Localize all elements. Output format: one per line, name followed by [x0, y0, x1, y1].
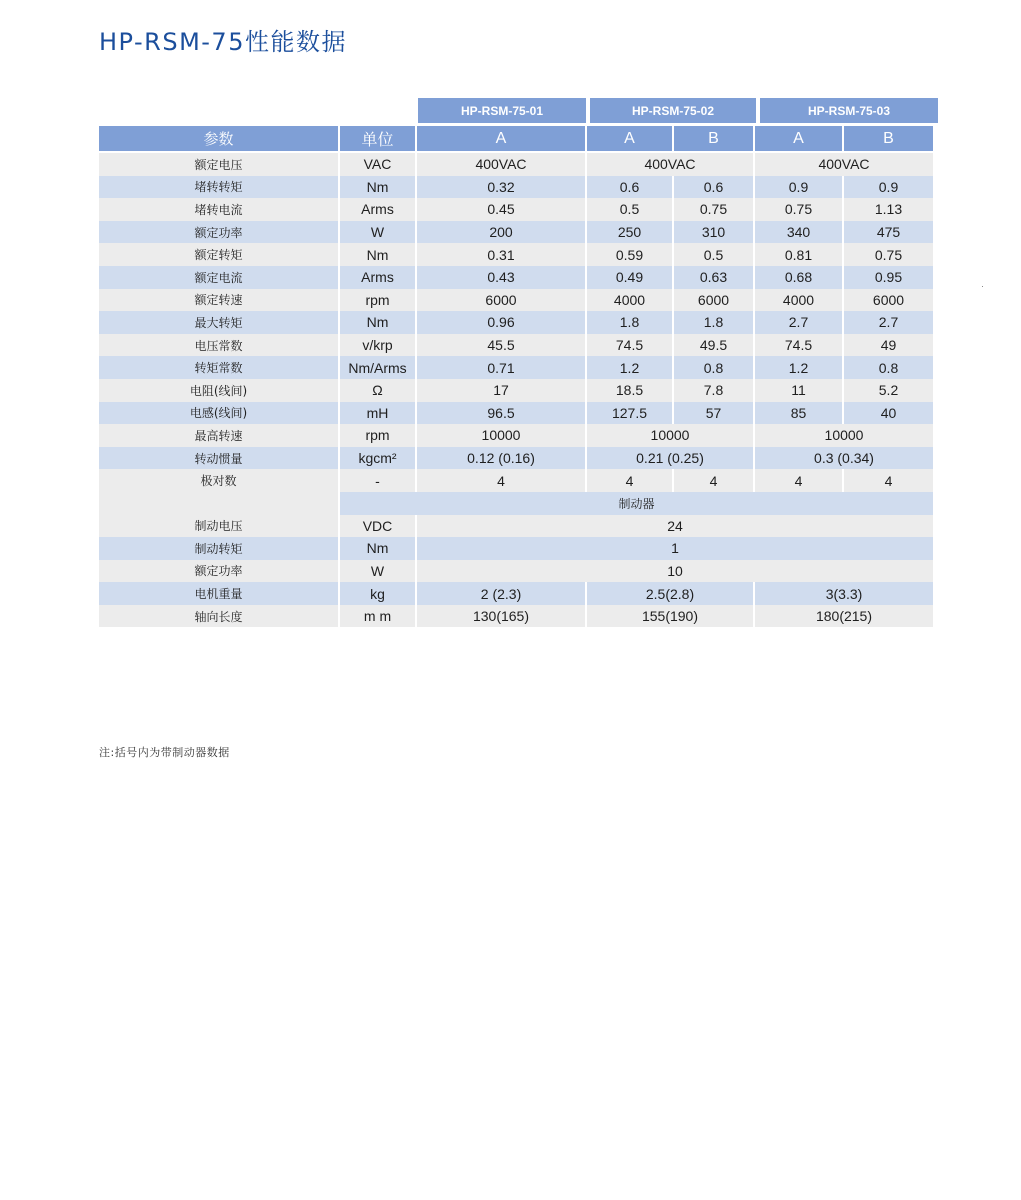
value-cell: 0.95 — [844, 266, 933, 289]
value-cell: 475 — [844, 221, 933, 244]
table-row — [99, 221, 933, 244]
param-cell: 轴向长度 — [99, 605, 338, 628]
brake-row — [99, 515, 933, 538]
unit-cell: VDC — [340, 515, 415, 538]
param-cell: 额定功率 — [99, 221, 338, 244]
value-cell: 10000 — [755, 424, 933, 447]
value-cell: 2 (2.3) — [417, 582, 585, 605]
table-row — [99, 176, 933, 199]
value-cell: 1 — [417, 537, 933, 560]
value-cell: 0.45 — [417, 198, 585, 221]
param-cell: 额定功率 — [99, 560, 338, 583]
value-cell: 250 — [587, 221, 672, 244]
unit-cell: W — [340, 221, 415, 244]
table-row — [99, 289, 933, 312]
value-cell: 340 — [755, 221, 842, 244]
value-cell: 0.75 — [755, 198, 842, 221]
value-cell: 57 — [674, 402, 753, 425]
param-cell: 最高转速 — [99, 424, 338, 447]
value-cell: 155(190) — [587, 605, 753, 628]
brake-row — [99, 560, 933, 583]
table-row — [99, 402, 933, 425]
param-cell: 最大转矩 — [99, 311, 338, 334]
value-cell: 0.3 (0.34) — [755, 447, 933, 470]
value-cell: 45.5 — [417, 334, 585, 357]
unit-cell: Arms — [340, 266, 415, 289]
value-cell: 6000 — [844, 289, 933, 312]
param-cell: 电阻(线间) — [99, 379, 338, 402]
value-cell: 0.21 (0.25) — [587, 447, 753, 470]
value-cell: 180(215) — [755, 605, 933, 628]
param-cell: 额定转速 — [99, 289, 338, 312]
table-row — [99, 356, 933, 379]
value-cell: 0.43 — [417, 266, 585, 289]
value-cell: 6000 — [674, 289, 753, 312]
variant-header: A — [755, 126, 842, 153]
value-cell: 0.75 — [674, 198, 753, 221]
value-cell: 2.7 — [755, 311, 842, 334]
value-cell: 6000 — [417, 289, 585, 312]
value-cell: 0.32 — [417, 176, 585, 199]
value-cell: 400VAC — [417, 153, 585, 176]
value-cell: 10 — [417, 560, 933, 583]
value-cell: 200 — [417, 221, 585, 244]
value-cell: 10000 — [587, 424, 753, 447]
value-cell: 10000 — [417, 424, 585, 447]
param-cell: 电机重量 — [99, 582, 338, 605]
value-cell: 4 — [755, 469, 842, 492]
value-cell: 0.5 — [587, 198, 672, 221]
param-cell: 额定电压 — [99, 153, 338, 176]
table-row — [99, 311, 933, 334]
table-header-row — [99, 126, 933, 153]
brake-row — [99, 537, 933, 560]
value-cell: 4000 — [587, 289, 672, 312]
value-cell: 96.5 — [417, 402, 585, 425]
table-row — [99, 469, 933, 492]
value-cell: 400VAC — [755, 153, 933, 176]
unit-column-header: 单位 — [340, 126, 415, 153]
model-tab-01: HP-RSM-75-01 — [418, 98, 586, 123]
unit-cell: - — [340, 469, 415, 492]
param-cell: 额定转矩 — [99, 243, 338, 266]
variant-header: A — [587, 126, 672, 153]
page-title: HP-RSM-75性能数据 — [99, 28, 347, 56]
unit-cell: Nm — [340, 243, 415, 266]
value-cell: 0.75 — [844, 243, 933, 266]
value-cell: 0.68 — [755, 266, 842, 289]
value-cell: 130(165) — [417, 605, 585, 628]
value-cell: 0.8 — [844, 356, 933, 379]
value-cell: 400VAC — [587, 153, 753, 176]
unit-cell: Nm/Arms — [340, 356, 415, 379]
value-cell: 0.49 — [587, 266, 672, 289]
value-cell: 0.6 — [587, 176, 672, 199]
unit-cell: mH — [340, 402, 415, 425]
value-cell: 7.8 — [674, 379, 753, 402]
table-row — [99, 153, 933, 176]
value-cell: 1.2 — [755, 356, 842, 379]
table-row — [99, 243, 933, 266]
stray-dot — [982, 286, 983, 287]
variant-header: B — [844, 126, 933, 153]
unit-cell: VAC — [340, 153, 415, 176]
unit-cell: Ω — [340, 379, 415, 402]
value-cell: 1.8 — [587, 311, 672, 334]
value-cell: 49.5 — [674, 334, 753, 357]
value-cell: 0.96 — [417, 311, 585, 334]
value-cell: 49 — [844, 334, 933, 357]
param-cell: 转矩常数 — [99, 356, 338, 379]
table-row — [99, 266, 933, 289]
brake-section-label: 制动器 — [340, 492, 933, 515]
value-cell: 0.81 — [755, 243, 842, 266]
param-cell: 堵转电流 — [99, 198, 338, 221]
value-cell: 2.7 — [844, 311, 933, 334]
value-cell: 17 — [417, 379, 585, 402]
unit-cell: rpm — [340, 289, 415, 312]
blank-cell — [99, 492, 338, 515]
value-cell: 0.71 — [417, 356, 585, 379]
value-cell: 1.8 — [674, 311, 753, 334]
value-cell: 24 — [417, 515, 933, 538]
value-cell: 85 — [755, 402, 842, 425]
value-cell: 18.5 — [587, 379, 672, 402]
value-cell: 40 — [844, 402, 933, 425]
variant-header: A — [417, 126, 585, 153]
value-cell: 4 — [587, 469, 672, 492]
value-cell: 0.8 — [674, 356, 753, 379]
value-cell: 0.6 — [674, 176, 753, 199]
param-cell: 制动转矩 — [99, 537, 338, 560]
model-tab-03: HP-RSM-75-03 — [760, 98, 938, 123]
footnote: 注:括号内为带制动器数据 — [99, 746, 230, 759]
value-cell: 4 — [417, 469, 585, 492]
value-cell: 0.31 — [417, 243, 585, 266]
value-cell: 0.5 — [674, 243, 753, 266]
param-cell: 制动电压 — [99, 515, 338, 538]
value-cell: 0.63 — [674, 266, 753, 289]
table-row — [99, 379, 933, 402]
unit-cell: W — [340, 560, 415, 583]
param-cell: 额定电流 — [99, 266, 338, 289]
value-cell: 310 — [674, 221, 753, 244]
value-cell: 3(3.3) — [755, 582, 933, 605]
unit-cell: Arms — [340, 198, 415, 221]
value-cell: 0.9 — [755, 176, 842, 199]
model-tab-02: HP-RSM-75-02 — [590, 98, 756, 123]
param-cell: 极对数 — [99, 469, 338, 492]
unit-cell: Nm — [340, 537, 415, 560]
unit-cell: kg — [340, 582, 415, 605]
value-cell: 4 — [674, 469, 753, 492]
param-column-header: 参数 — [99, 126, 338, 153]
value-cell: 4 — [844, 469, 933, 492]
performance-table — [97, 126, 935, 627]
value-cell: 1.13 — [844, 198, 933, 221]
param-cell: 堵转转矩 — [99, 176, 338, 199]
unit-cell: Nm — [340, 176, 415, 199]
value-cell: 5.2 — [844, 379, 933, 402]
value-cell: 127.5 — [587, 402, 672, 425]
table-row — [99, 605, 933, 628]
value-cell: 0.12 (0.16) — [417, 447, 585, 470]
value-cell: 4000 — [755, 289, 842, 312]
value-cell: 11 — [755, 379, 842, 402]
table-row — [99, 424, 933, 447]
unit-cell: kgcm² — [340, 447, 415, 470]
brake-section-row — [99, 492, 933, 515]
value-cell: 74.5 — [755, 334, 842, 357]
unit-cell: m m — [340, 605, 415, 628]
unit-cell: rpm — [340, 424, 415, 447]
variant-header: B — [674, 126, 753, 153]
value-cell: 0.59 — [587, 243, 672, 266]
value-cell: 74.5 — [587, 334, 672, 357]
unit-cell: v/krp — [340, 334, 415, 357]
value-cell: 2.5(2.8) — [587, 582, 753, 605]
table-row — [99, 198, 933, 221]
param-cell: 电压常数 — [99, 334, 338, 357]
param-cell: 电感(线间) — [99, 402, 338, 425]
table-row — [99, 334, 933, 357]
param-cell: 转动惯量 — [99, 447, 338, 470]
value-cell: 1.2 — [587, 356, 672, 379]
value-cell: 0.9 — [844, 176, 933, 199]
table-row — [99, 447, 933, 470]
unit-cell: Nm — [340, 311, 415, 334]
table-row — [99, 582, 933, 605]
